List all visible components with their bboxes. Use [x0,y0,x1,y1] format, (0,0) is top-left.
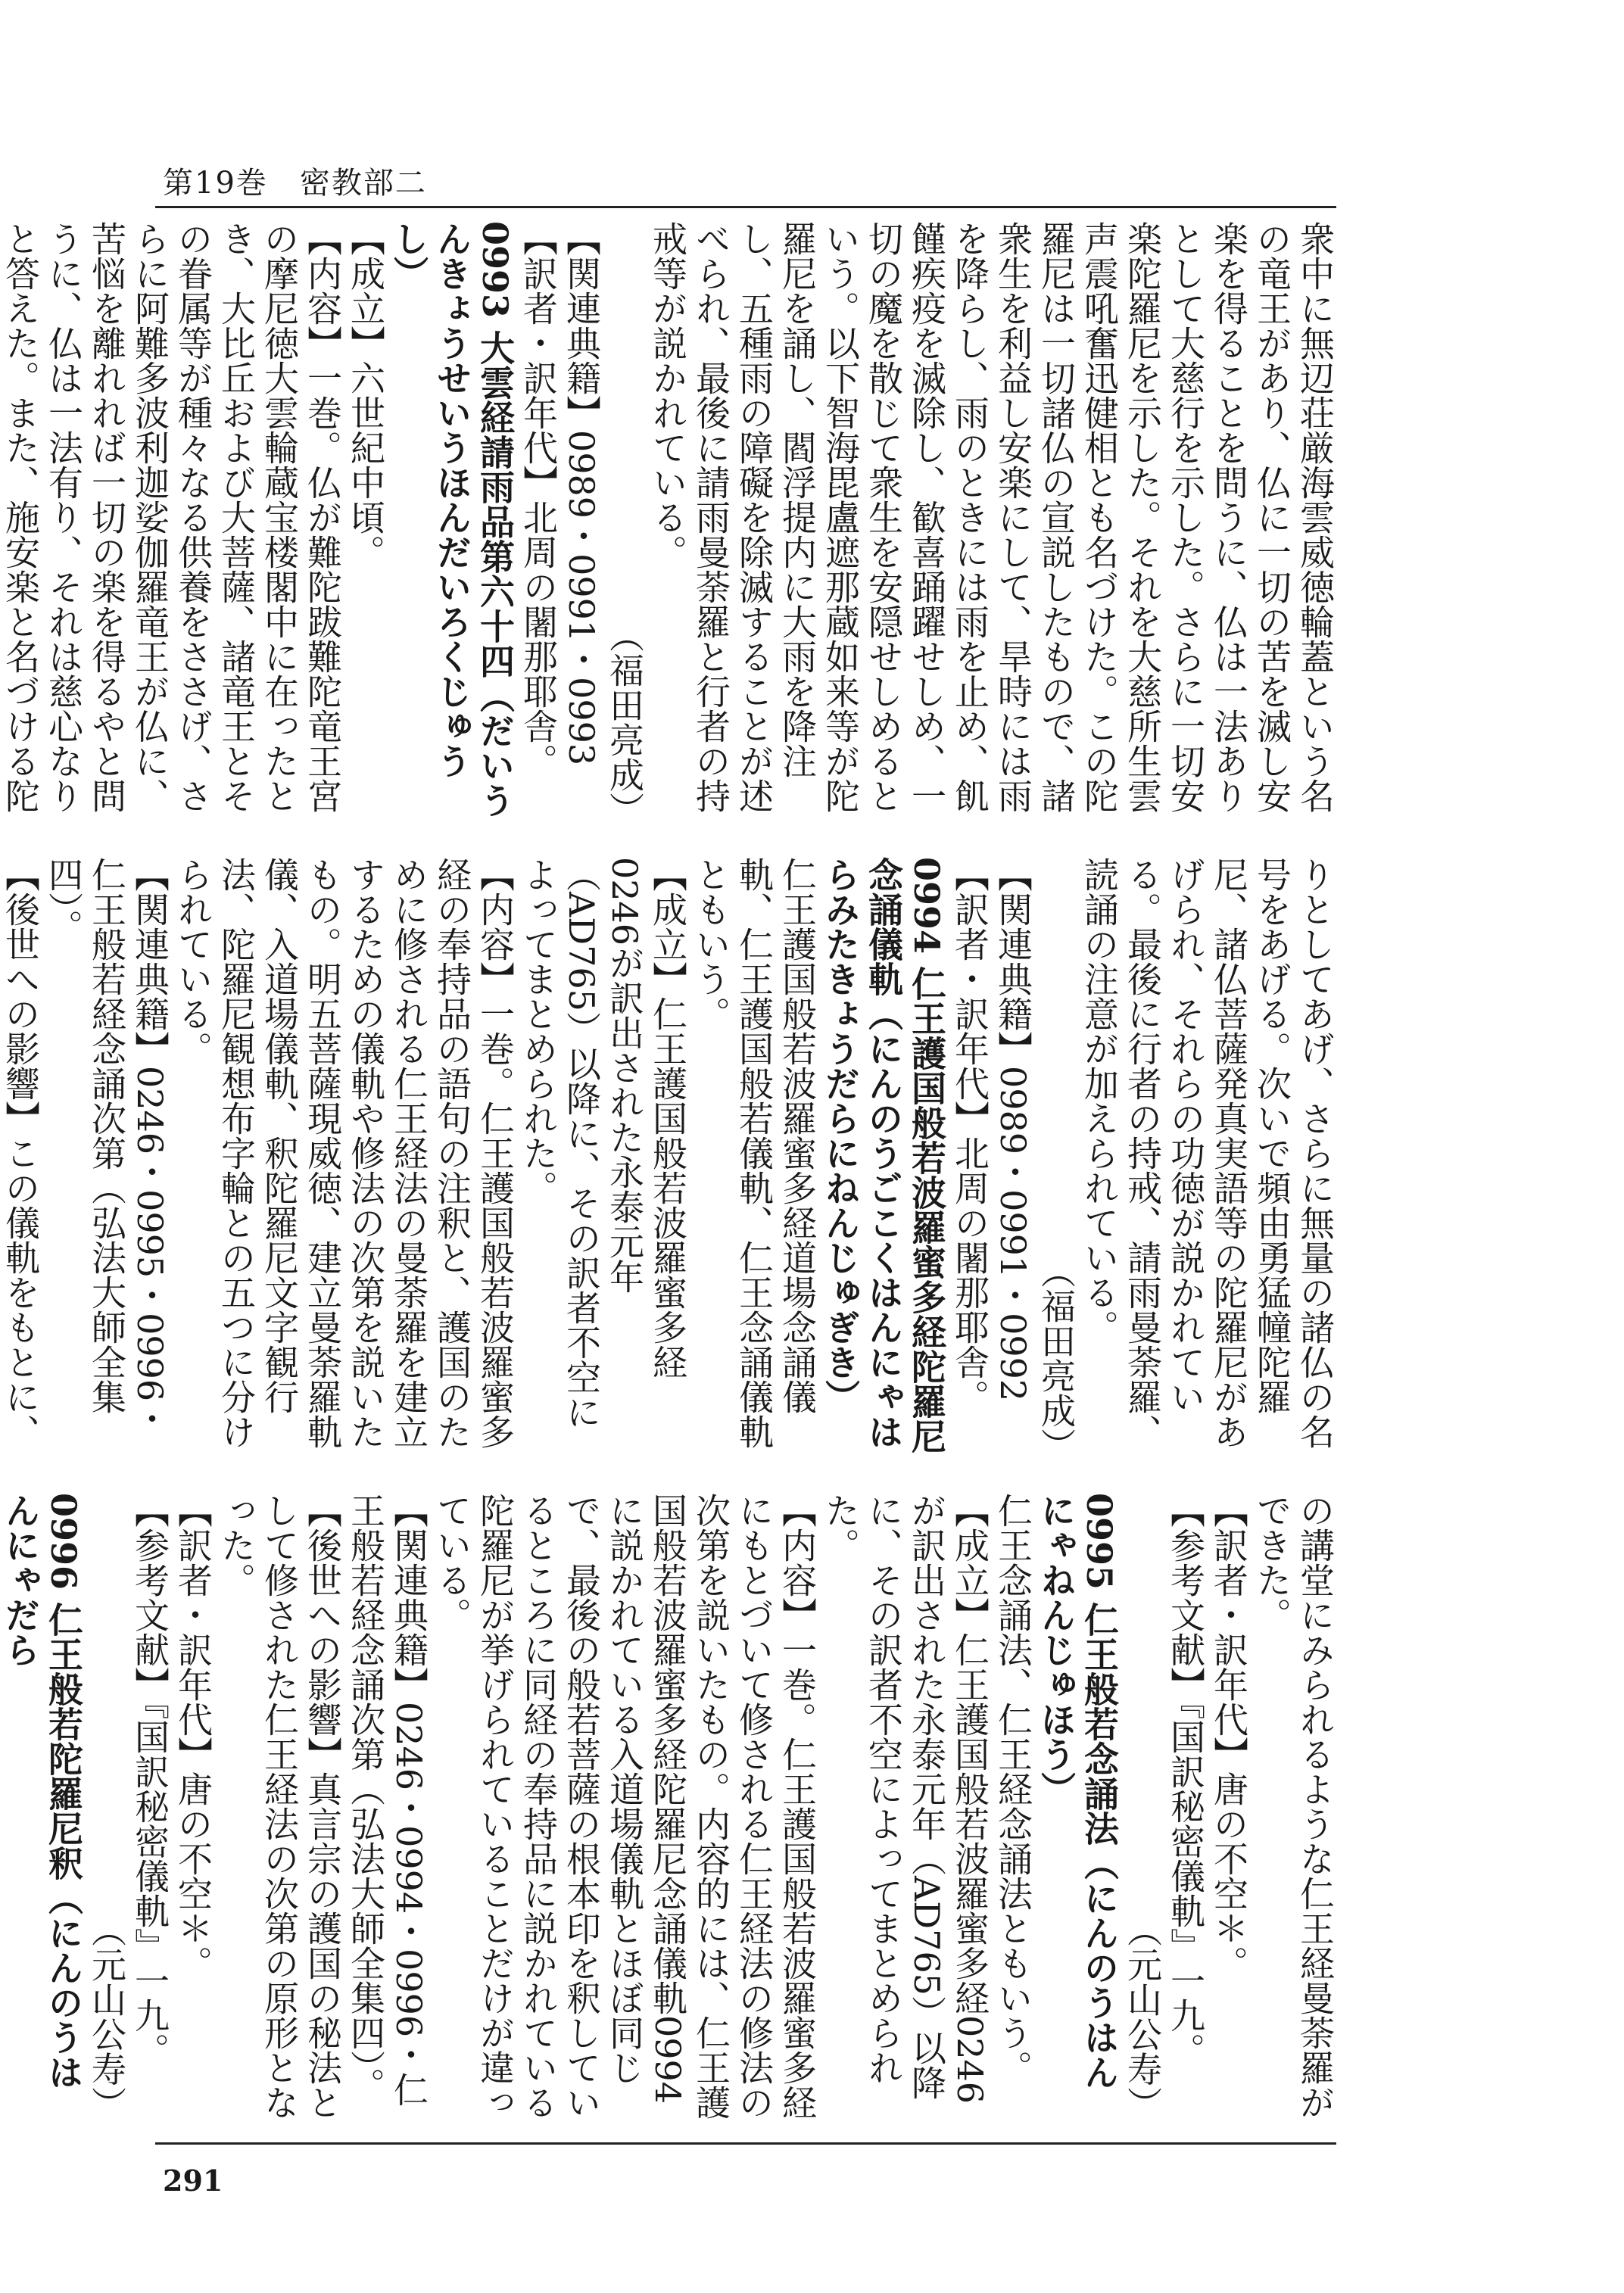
related-texts: 【関連典籍】0989・0991・0993 [561,221,602,766]
related-texts: 【関連典籍】0989・0991・0992 [993,857,1033,1402]
page-number: 291 [163,2164,223,2198]
related-texts: 【関連典籍】0246・0994・0996・仁王般若経念誦次第（弘法大師全集四）。 [345,1493,429,2108]
contents: 【内容】一巻。仏が難陀跋難陀竜王宮の摩尼徳大雲輪蔵宝楼閣中に在ったとき、大比丘および大菩薩、諸竜王とその眷属等が種々なる供養をささげ、さらに阿難多波利迦娑伽羅竜王が仏に、苦悩を離れれば一切の楽を得るやと問うに、仏は一法有り、それは慈心なりと答えた。また、施安楽と名づける陀 [0,221,343,813]
author-signature: （福田亮成） [1036,1254,1077,1463]
header-rule [155,206,1336,208]
paragraph: の講堂にみられるような仁王経曼荼羅ができた。 [1252,1493,1336,2120]
formation: 【成立】六世紀中頃。 [345,221,386,569]
paragraph: 衆中に無辺荘厳海雲威徳輪蓋という名の竜王があり、仏に一切の苦を滅し安楽を得ることを問うに、仏は一法ありとして大慈行を示した。さらに一切安楽陀羅尼を示した。それを大慈所生雲声震吼奮迅健相とも名づけた。この陀羅尼は一切諸仏の宣説したもので、諸衆生を利益し安楽にして、旱時には雨を降らし、雨のときには雨を止め、飢饉疾疫を滅除し、歓喜踊躍せしめ、一切の魔を散じて衆生を安隠せしめるという。以下智海毘盧遮那蔵如来等が陀羅尼を誦し、閻浮提内に大雨を降注し、五種雨の障礙を除滅することが述べられ、最後に請雨曼荼羅と行者の持戒等が説かれている。 [647,221,1336,813]
alternate-names: 仁王念誦法、仁王経念誦法ともいう。 [993,1493,1033,2085]
references: 【参考文献】『国訳秘密儀軌』一九。 [129,1493,170,2067]
text-band-3 [0,1493,1336,2121]
influence: 【後世への影響】この儀軌をもとに、 [0,857,41,1449]
entry-heading: 0994 仁王護国般若波羅蜜多経陀羅尼念誦儀軌（にんのうごこくはんにゃはらみたきょうだらにねんじゅぎき） [820,857,947,1454]
text-band-1 [0,221,1336,827]
footer-rule [155,2142,1336,2145]
influence: 【後世への影響】真言宗の護国の秘法として修された仁王経法の次第の原形となった。 [216,1493,343,2120]
paragraph: りとしてあげ、さらに無量の諸仏の名号をあげる。次いで頻由勇猛幢陀羅尼、諸仏菩薩発真実語等の陀羅尼があげられ、それらの功徳が説かれている。最後に行者の持戒、請雨曼荼羅、読誦の注意が加えられている。 [1079,857,1336,1449]
formation: 【成立】仁王護国般若波羅蜜多経0246が訳出された永泰元年（AD765）以降に、その訳者不空によってまとめられた。 [820,1493,990,2105]
contents: 【内容】一巻。仁王護国般若波羅蜜多経の奉持品の語句の注釈と、護国のために修される仁王経法の曼荼羅を建立するための儀軌や修法の次第を説いたもの。明五菩薩現威徳、建立曼荼羅軌儀、入道場儀軌、釈陀羅尼文字観行法、陀羅尼観想布字輪との五つに分けられている。 [173,857,516,1449]
author-signature: （福田亮成） [604,618,645,827]
author-signature: （元山公寿） [86,1912,127,2121]
translator: 【訳者・訳年代】唐の不空＊。 [1208,1493,1249,1980]
translator: 【訳者・訳年代】唐の不空＊。 [173,1493,214,1980]
contents: 【内容】一巻。仁王護国般若波羅蜜多経にもとづいて修される仁王経法の修法の次第を説いたもの。内容的には、仁王護国般若波羅蜜多経陀羅尼念誦儀軌0994に説かれている入道場儀軌とほぼ同じで、最後の般若菩薩の根本印を釈しているところに同経の奉持品に説かれている陀羅尼が挙げられていることだけが違っている。 [432,1493,818,2120]
translator: 【訳者・訳年代】北周の闍那耶舎。 [949,857,990,1414]
text-band-2 [0,857,1336,1463]
entry-heading: 0995 仁王般若念誦法（にんのうはんにゃねんじゅほう） [1036,1493,1120,2090]
page-header: 第19巻 密教部二 [163,166,427,201]
author-signature: （元山公寿） [1122,1912,1163,2121]
formation: 【成立】仁王護国般若波羅蜜多経0246が訳出された永泰元年（AD765）以降に、その訳者不空によってまとめられた。 [518,857,688,1429]
entry-heading: 0993 大雲経請雨品第六十四（だいうんきょうせいうほんだいろくじゅうし） [388,221,516,818]
entry-heading: 0996 仁王般若陀羅尼釈（にんのうはんにゃだら [0,1493,84,2090]
alternate-names: 仁王護国般若波羅蜜多経道場念誦儀軌、仁王護国般若儀軌、仁王念誦儀軌ともいう。 [690,857,818,1449]
related-texts: 【関連典籍】0246・0995・0996・仁王般若経念誦次第（弘法大師全集四）。 [43,857,170,1437]
translator: 【訳者・訳年代】北周の闍那耶舎。 [518,221,559,778]
references: 【参考文献】『国訳秘密儀軌』一九。 [1165,1493,1206,2067]
